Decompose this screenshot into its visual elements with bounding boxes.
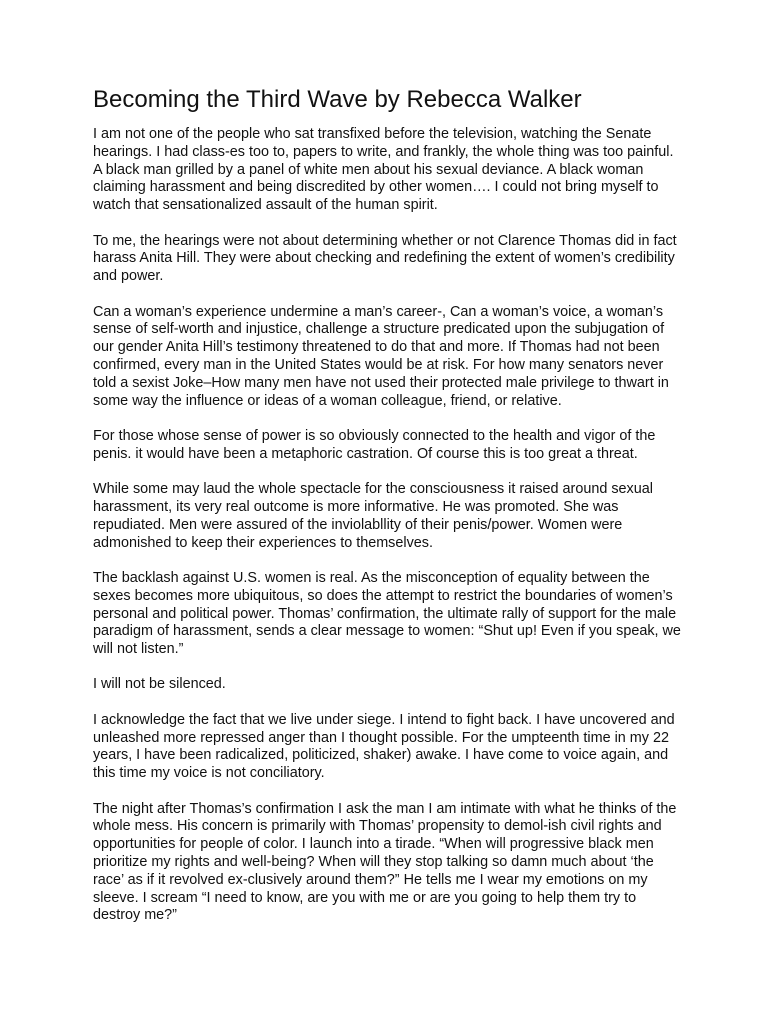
paragraph-line: sense of self-worth and injustice, challenge a structure predicated upon the subjugation of — [93, 321, 665, 338]
paragraph-line: The backlash against U.S. women is real. As the misconception of equality between the — [93, 569, 650, 586]
paragraph-line: To me, the hearings were not about determining whether or not Clarence Thomas did in fact — [93, 232, 677, 249]
paragraph-line: I am not one of the people who sat transfixed before the television, watching the Senate — [93, 126, 652, 142]
paragraph-line: sexes becomes more ubiquitous, so does the attempt to restrict the boundaries of women’s — [93, 587, 673, 604]
paragraph — [93, 126, 683, 215]
paragraph-line: hearings. I had class-es too to, papers to write, and frankly, the whole thing was too painful. — [93, 143, 674, 160]
paragraph — [93, 233, 683, 286]
paragraph — [93, 712, 683, 783]
paragraph-line: and power. — [93, 268, 164, 285]
paragraph-line: claiming harassment and being discredited by other women…. I could not bring myself to — [93, 179, 659, 196]
paragraph-line: unleashed more repressed anger than I thought possible. For the umpteenth time in my 22 — [93, 729, 669, 746]
paragraph-line: paradigm of harassment, sends a clear message to women: “Shut up! Even if you speak, we — [93, 623, 681, 640]
paragraph — [93, 570, 683, 659]
paragraph — [93, 428, 683, 464]
paragraph-line: will not listen.” — [93, 641, 184, 658]
paragraph-line: confirmed, every man in the United States would be at risk. For how many senators never — [93, 356, 664, 373]
paragraph-line: years, I have been radicalized, politicized, shaker) awake. I have come to voice again, and — [93, 747, 669, 764]
paragraph-line: whole mess. His concern is primarily with Thomas’ propensity to demol-ish civil rights and — [93, 818, 662, 835]
document-body — [93, 126, 683, 943]
paragraph — [93, 304, 683, 411]
paragraph-line: penis. it would have been a metaphoric castration. Of course this is too great a threat. — [93, 445, 638, 462]
paragraph-line: repudiated. Men were assured of the inviolabllity of their penis/power. Women were — [93, 516, 623, 533]
paragraph-line: told a sexist Joke–How many men have not used their protected male privilege to thwart in — [93, 374, 669, 391]
paragraph-line: I acknowledge the fact that we live under siege. I intend to fight back. I have uncovered and — [93, 711, 675, 728]
paragraph — [93, 676, 683, 694]
paragraph-line: some way the influence or ideas of a woman colleague, friend, or relative. — [93, 392, 562, 409]
document-title: Becoming the Third Wave by Rebecca Walker — [93, 86, 582, 113]
paragraph-line: Can a woman’s experience undermine a man’s career-, Can a woman’s voice, a woman’s — [93, 303, 664, 320]
paragraph-line: The night after Thomas’s confirmation I ask the man I am intimate with what he thinks of the — [93, 800, 677, 817]
paragraph-line: our gender Anita Hill’s testimony threatened to do that and more. If Thomas had not been — [93, 339, 660, 356]
paragraph — [93, 481, 683, 552]
paragraph-line: admonished to keep their experiences to themselves. — [93, 534, 433, 551]
paragraph-line: this time my voice is not conciliatory. — [93, 765, 325, 782]
paragraph-line: personal and political power. Thomas’ confirmation, the ultimate rally of support for the male — [93, 605, 677, 622]
paragraph-line: A black man grilled by a panel of white men about his sexual deviance. A black woman — [93, 161, 644, 178]
paragraph-line: harass Anita Hill. They were about checking and redefining the extent of women’s credibility — [93, 250, 675, 267]
paragraph-line: I will not be silenced. — [93, 676, 226, 693]
paragraph — [93, 801, 683, 926]
paragraph-line: While some may laud the whole spectacle for the consciousness it raised around sexual — [93, 481, 653, 498]
paragraph-line: prioritize my rights and well-being? When will they stop talking so damn much about ‘the — [93, 854, 654, 871]
paragraph-line: For those whose sense of power is so obviously connected to the health and vigor of the — [93, 427, 656, 444]
paragraph-line: harassment, its very real outcome is more informative. He was promoted. She was — [93, 498, 619, 515]
paragraph-line: race’ as if it revolved ex-clusively around them?” He tells me I wear my emotions on my — [93, 871, 648, 888]
paragraph-line: opportunities for people of color. I launch into a tirade. “When will progressive black men — [93, 836, 654, 853]
paragraph-line: destroy me?” — [93, 907, 177, 924]
paragraph-line: watch that sensationalized assault of the human spirit. — [93, 197, 438, 214]
paragraph-line: sleeve. I scream “I need to know, are you with me or are you going to help them try to — [93, 889, 637, 906]
